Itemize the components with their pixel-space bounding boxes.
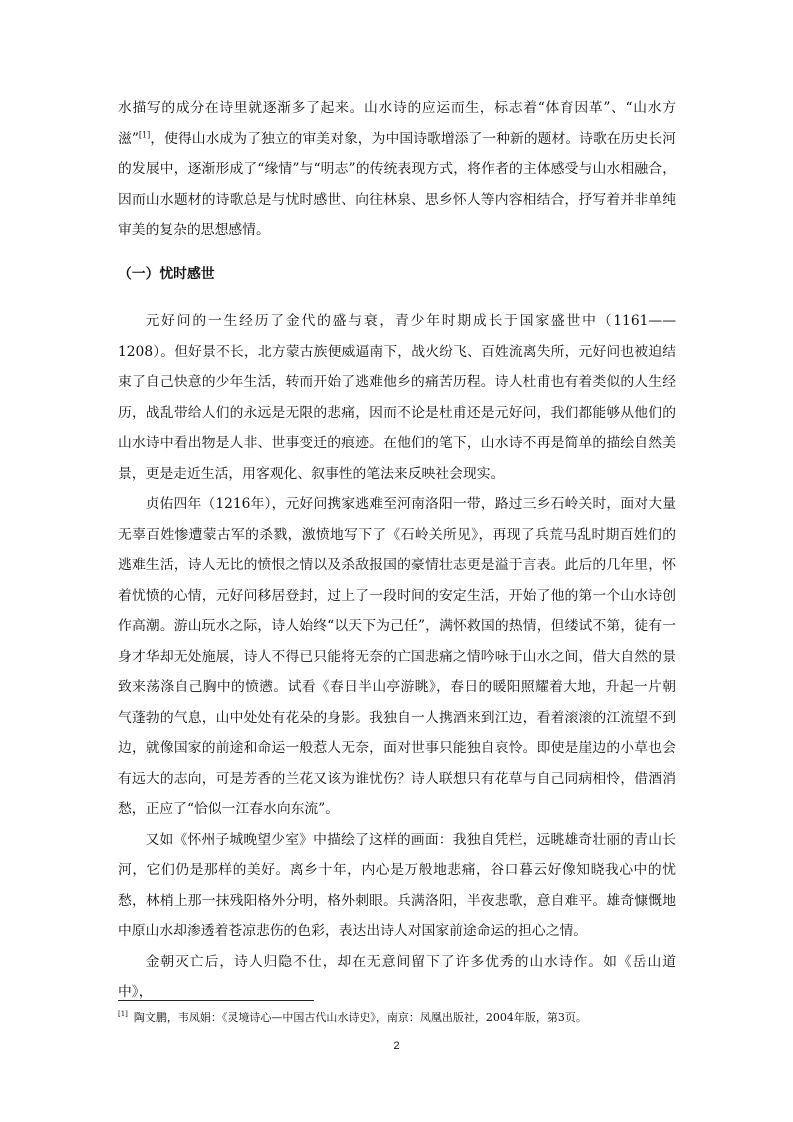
footnote-text: 陶文鹏，韦凤娟：《灵境诗心—中国古代山水诗史》，南京：凤凰出版社，2004年版，第3页。 xyxy=(133,1011,587,1024)
section-body xyxy=(118,306,676,1008)
paragraph-1: 元好问的一生经历了金代的盛与衰，青少年时期成长于国家盛世中（1161——1208）。但好景不长，北方蒙古族便威逼南下，战火纷飞、百姓流离失所，元好问也被迫结束了自己快意的少年生活，转而开始了逃难他乡的痛苦历程。诗人杜甫也有着类似的人生经历，战乱带给人们的永远是无限的悲痛，因而不论是杜甫还是元好问，我们都能够从他们的山水诗中看出物是人非、世事变迁的痕迹。在他们的笔下，山水诗不再是简单的描绘自然美景，更是走近生活，用客观化、叙事性的笔法来反映社会现实。 xyxy=(118,313,676,482)
intro-text-after-note: ，使得山水成为了独立的审美对象，为中国诗歌增添了一种新的题材。诗歌在历史长河的发展中，逐渐形成了“缘情”与“明志”的传统表现方式，将作者的主体感受与山水相融合，因而山水题材的诗歌总是与忧时感世、向往林泉、思乡怀人等内容相结合，抒写着并非单纯审美的复杂的思想感情。 xyxy=(118,130,676,238)
section-heading: （一）忧时感世 xyxy=(118,266,215,282)
page-number: 2 xyxy=(393,1040,400,1052)
footnote-reference: [1] xyxy=(138,129,151,139)
footnote-mark: [1] xyxy=(118,1010,128,1019)
intro-text-before-note: 水描写的成分在诗里就逐渐多了起来。山水诗的应运而生，标志着“体育因革”、“山水方滋” xyxy=(118,100,676,147)
intro-paragraph xyxy=(118,93,676,246)
paragraph-3: 又如《怀州子城晚望少室》中描绘了这样的画面：我独自凭栏，远眺雄奇壮丽的青山长河，它们仍是那样的美好。离乡十年，内心是万般地悲痛，谷口暮云好像知晓我心中的忧愁，林梢上那一抹残阳格外分明，格外刺眼。兵满洛阳，半夜悲歌，意自难平。雄奇慷慨地中原山水却渗透着苍凉悲伤的色彩，表达出诗人对国家前途命运的担心之情。 xyxy=(118,831,676,939)
paragraph-2: 贞佑四年（1216年），元好问携家逃难至河南洛阳一带，路过三乡石岭关时，面对大量无辜百姓惨遭蒙古军的杀戮，激愤地写下了《石岭关所见》，再现了兵荒马乱时期百姓们的逃难生活，诗人无比的愤恨之情以及杀敌报国的豪情壮志更是溢于言表。此后的几年里，怀着忧愤的心情，元好问移居登封，过上了一段时间的安定生活，开始了他的第一个山水诗创作高潮。游山玩水之际，诗人始终“以天下为己任”，满怀救国的热情，但缕试不第，徒有一身才华却无处施展，诗人不得已只能将无奈的亡国悲痛之情吟咏于山水之间，借大自然的景致来荡涤自己胸中的愤懑。试看《春日半山亭游眺》，春日的暖阳照耀着大地，升起一片朝气蓬勃的气息，山中处处有花朵的身影。我独自一人携酒来到江边，看着滚滚的江流望不到边，就像国家的前途和命运一般惹人无奈，面对世事只能独自哀怜。即使是崖边的小草也会有远大的志向，可是芳香的兰花又该为谁忧伤？诗人联想只有花草与自己同病相怜，借酒消愁，正应了“恰似一江春水向东流”。 xyxy=(118,496,676,817)
paragraph-4: 金朝灭亡后，诗人归隐不仕，却在无意间留下了许多优秀的山水诗作。如《岳山道中》， xyxy=(118,953,676,1000)
intro-paragraph-block xyxy=(118,93,676,246)
footnote xyxy=(118,1010,678,1026)
footnote-divider xyxy=(118,1000,314,1001)
